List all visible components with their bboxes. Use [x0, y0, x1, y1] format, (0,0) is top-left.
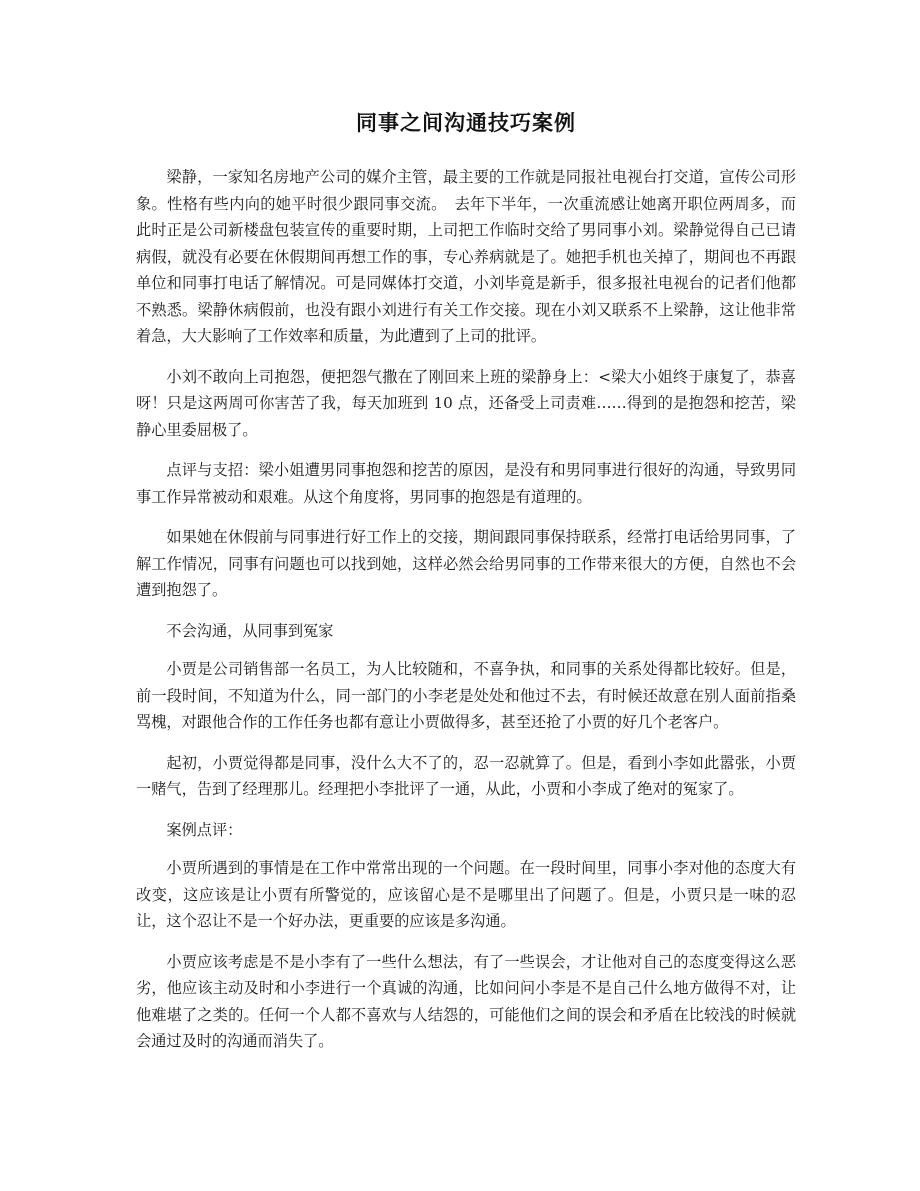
paragraph-advice-1: 如果她在休假前与同事进行好工作上的交接，期间跟同事保持联系，经常打电话给男同事，了解工作情况，同事有问题也可以找到她，这样必然会给男同事的工作带来很大的方便，自然也不会遭到抱怨了。	[136, 528, 796, 599]
section-heading-enemies: 不会沟通，从同事到冤家	[166, 621, 334, 640]
paragraph-case-review-2: 小贾应该考虑是不是小李有了一些什么想法，有了一些误会，才让他对自己的态度变得这么恶劣，他应该主动及时和小李进行一个真诚的沟通，比如问问小李是不是自己什么地方做得不对，让他难堪了之类的。任何一个人都不喜欢与人结怨的，可能他们之间的误会和矛盾在比较浅的时候就会通过及时的沟通而消失了。	[136, 952, 796, 1050]
paragraph-case-review-1: 小贾所遇到的事情是在工作中常常出现的一个问题。在一段时间里，同事小李对他的态度大有改变，这应该是让小贾有所警觉的，应该留心是不是哪里出了问题了。但是，小贾只是一味的忍让，这个忍让不是一个好办法，更重要的应该是多沟通。	[136, 859, 796, 930]
paragraph-commentary-1: 点评与支招：梁小姐遭男同事抱怨和挖苦的原因，是没有和男同事进行很好的沟通，导致男同事工作异常被动和艰难。从这个角度将，男同事的抱怨是有道理的。	[136, 461, 796, 506]
paragraph-liang-jing-intro: 梁静，一家知名房地产公司的媒介主管，最主要的工作就是同报社电视台打交道，宣传公司形象。性格有些内向的她平时很少跟同事交流。 去年下半年，一次重流感让她离开职位两周多，而此时正是公司新楼盘包装宣传的重要时期，上司把工作临时交给了男同事小刘。梁静觉得自己已请病假，就没有必要在休假期间再想工作的事，专心养病就是了。她把手机也关掉了，期间也不再跟单位和同事打电话了解情况。可是同媒体打交道，小刘毕竟是新手，很多报社电视台的记者们他都不熟悉。梁静休病假前，也没有跟小刘进行有关工作交接。现在小刘又联系不上梁静，这让他非常着急，大大影响了工作效率和质量，为此遭到了上司的批评。	[136, 168, 796, 345]
document-page	[136, 108, 796, 1069]
document-title: 同事之间沟通技巧案例	[356, 110, 576, 135]
paragraph-xiao-jia-intro: 小贾是公司销售部一名员工，为人比较随和，不喜争执，和同事的关系处得都比较好。但是，前一段时间，不知道为什么，同一部门的小李老是处处和他过不去，有时候还故意在别人面前指桑骂槐，对跟他合作的工作任务也都有意让小贾做得多，甚至还抢了小贾的好几个老客户。	[136, 660, 796, 731]
paragraph-xiao-liu-complaint: 小刘不敢向上司抱怨，便把怨气撒在了刚回来上班的梁静身上：<梁大小姐终于康复了，恭喜呀！只是这两周可你害苦了我，每天加班到 10 点，还备受上司责难……得到的是抱怨和挖苦，梁静心里委屈极了。	[136, 367, 796, 439]
paragraph-xiao-jia-conflict: 起初，小贾觉得都是同事，没什么大不了的，忍一忍就算了。但是，看到小李如此嚣张，小贾一赌气，告到了经理那儿。经理把小李批评了一通，从此，小贾和小李成了绝对的冤家了。	[136, 753, 796, 798]
section-heading-case-review: 案例点评：	[166, 820, 243, 839]
